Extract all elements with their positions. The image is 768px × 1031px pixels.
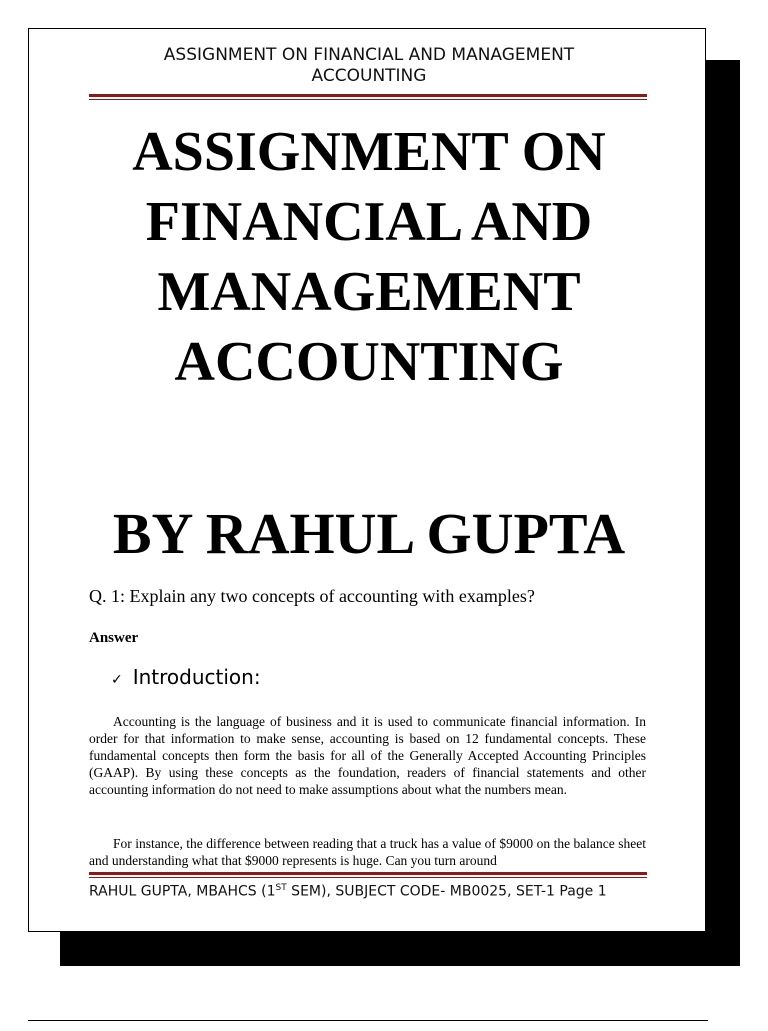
body-paragraph: Accounting is the language of business and it is used to communicate financial information. In order for that information to make sense, accounting is based on 12 fundamental concepts. These fundamental concepts then form the basis for all of the Generally Accepted Accounting Principles (GAAP). By using these concepts as the foundation, readers of financial statements and other accounting information do not need to make assumptions about what the numbers mean. <box>89 714 646 797</box>
title-line: MANAGEMENT <box>157 261 581 323</box>
header-rule-thin <box>89 99 647 100</box>
title-line: ASSIGNMENT ON <box>132 121 606 183</box>
document-page <box>28 28 706 932</box>
question-text: Q. 1: Explain any two concepts of accounting with examples? <box>89 586 535 606</box>
author-line: BY RAHUL GUPTA <box>112 501 626 566</box>
running-footer <box>89 883 647 900</box>
footer-text: RAHUL GUPTA, MBAHCS (1 <box>89 883 276 900</box>
header-line-1: ASSIGNMENT ON FINANCIAL AND MANAGEMENT <box>163 45 575 65</box>
body-paragraph: For instance, the difference between reading that a truck has a value of $9000 on the balance sheet and understanding what that $9000 represents is huge. Can you turn around <box>89 836 646 868</box>
footer-superscript: ST <box>275 883 287 893</box>
footer-rule-thin <box>89 877 647 878</box>
running-header <box>89 45 649 87</box>
document-title <box>69 117 669 397</box>
footer-text-end: SEM), SUBJECT CODE- MB0025, SET-1 Page 1 <box>286 883 607 900</box>
title-line: FINANCIAL AND <box>145 191 593 253</box>
footer-rule-thick <box>89 872 647 875</box>
answer-label: Answer <box>89 630 139 646</box>
checkmark-icon: ✓ <box>111 672 123 688</box>
title-line: ACCOUNTING <box>174 331 564 393</box>
intro-heading <box>111 665 261 689</box>
header-rule-thick <box>89 94 647 97</box>
header-line-2: ACCOUNTING <box>311 66 427 86</box>
intro-heading-text: Introduction: <box>132 665 261 689</box>
next-page-edge <box>28 1020 708 1031</box>
